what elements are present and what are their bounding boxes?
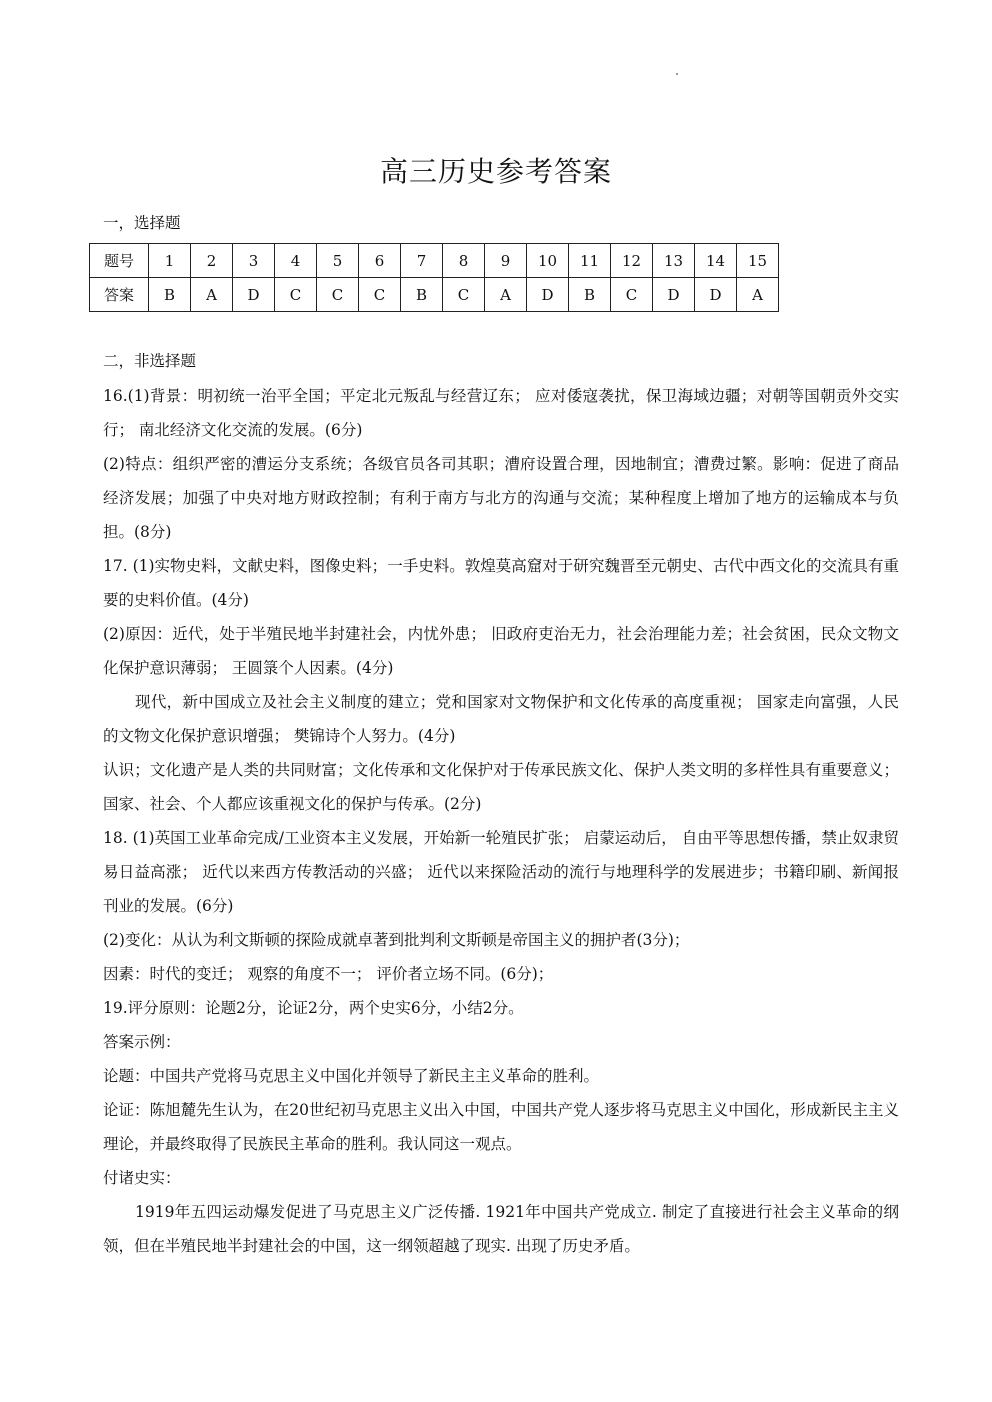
- answer-paragraph: 16.(1)背景：明初统一治平全国；平定北元叛乱与经营辽东； 应对倭寇袭扰，保卫海域边疆；对朝等国朝贡外交实行； 南北经济文化交流的发展。(6分): [103, 387, 899, 439]
- answer-paragraph: 认识；文化遗产是人类的共同财富；文化传承和文化保护对于传承民族文化、保护人类文明的多样性具有重要意义；国家、社会、个人都应该重视文化的保护与传承。(2分): [103, 761, 899, 813]
- question-number-cell: 3: [233, 244, 275, 278]
- question-number-cell: 5: [317, 244, 359, 278]
- answer-cell: C: [317, 278, 359, 312]
- question-number-cell: 13: [653, 244, 695, 278]
- question-number-cell: 12: [611, 244, 653, 278]
- answer-paragraph: 论证：陈旭麓先生认为，在20世纪初马克思主义出入中国，中国共产党人逐步将马克思主义中国化，形成新民主主义理论，并最终取得了民族民主革命的胜利。我认同这一观点。: [103, 1101, 899, 1153]
- answer-paragraph: 付诸史实：: [103, 1169, 181, 1187]
- answer-row: [90, 278, 779, 312]
- answer-header: 答案: [90, 278, 149, 312]
- question-number-row: [90, 244, 779, 278]
- answer-paragraph: 1919年五四运动爆发促进了马克思主义广泛传播. 1921年中国共产党成立. 制定了直接进行社会主义革命的纲领，但在半殖民地半封建社会的中国，这一纲领超越了现实. 出现了历史矛盾。: [103, 1203, 899, 1255]
- answer-paragraph: 现代，新中国成立及社会主义制度的建立；党和国家对文物保护和文化传承的高度重视； 国家走向富强，人民的文物文化保护意识增强； 樊锦诗个人努力。(4分): [103, 693, 899, 745]
- answer-cell: C: [443, 278, 485, 312]
- answer-paragraph: 因素：时代的变迁； 观察的角度不一； 评价者立场不同。(6分)；: [103, 965, 554, 983]
- answer-cell: A: [191, 278, 233, 312]
- section-nonchoice-label: 二，非选择题: [103, 352, 197, 370]
- question-number-cell: 14: [695, 244, 737, 278]
- question-number-cell: 7: [401, 244, 443, 278]
- answer-paragraph: 19.评分原则：论题2分，论证2分，两个史实6分，小结2分。: [103, 999, 524, 1017]
- page-title: 高三历史参考答案: [379, 155, 612, 188]
- answer-paragraph: (2)原因：近代，处于半殖民地半封建社会，内忧外患； 旧政府吏治无力，社会治理能力差；社会贫困，民众文物文化保护意识薄弱； 王圆箓个人因素。(4分): [103, 625, 899, 677]
- question-number-cell: 10: [527, 244, 569, 278]
- question-number-cell: 1: [149, 244, 191, 278]
- answer-paragraph: 18. (1)英国工业革命完成/工业资本主义发展，开始新一轮殖民扩张； 启蒙运动后， 自由平等思想传播，禁止奴隶贸易日益高涨； 近代以来西方传教活动的兴盛； 近代以来探险活动的流行与地理科学的发展进步；书籍印刷、新闻报刊业的发展。(6分): [103, 829, 899, 915]
- answer-cell: B: [401, 278, 443, 312]
- question-number-cell: 9: [485, 244, 527, 278]
- question-number-header: 题号: [90, 244, 149, 278]
- answer-cell: C: [359, 278, 401, 312]
- answer-cell: B: [149, 278, 191, 312]
- answer-cell: D: [695, 278, 737, 312]
- answer-paragraph: 17. (1)实物史料，文献史料，图像史料；一手史料。敦煌莫高窟对于研究魏晋至元朝史、古代中西文化的交流具有重要的史料价值。(4分): [103, 557, 899, 609]
- scan-speck: [676, 73, 678, 75]
- question-number-cell: 2: [191, 244, 233, 278]
- answer-cell: C: [275, 278, 317, 312]
- answer-paragraph: (2)变化：从认为利文斯顿的探险成就卓著到批判利文斯顿是帝国主义的拥护者(3分)；: [103, 931, 690, 949]
- answer-cell: B: [569, 278, 611, 312]
- answer-cell: D: [527, 278, 569, 312]
- answer-cell: A: [485, 278, 527, 312]
- question-number-cell: 6: [359, 244, 401, 278]
- answer-table: [89, 243, 779, 312]
- question-number-cell: 15: [737, 244, 779, 278]
- question-number-cell: 11: [569, 244, 611, 278]
- section-choice-label: 一，选择题: [103, 214, 181, 232]
- answer-body: [103, 379, 899, 1263]
- question-number-cell: 4: [275, 244, 317, 278]
- answer-cell: A: [737, 278, 779, 312]
- answer-cell: C: [611, 278, 653, 312]
- answer-paragraph: (2)特点：组织严密的漕运分支系统；各级官员各司其职；漕府设置合理，因地制宜；漕费过繁。影响：促进了商品经济发展；加强了中央对地方财政控制；有利于南方与北方的沟通与交流；某种程度上增加了地方的运输成本与负担。(8分): [103, 455, 899, 541]
- answer-paragraph: 论题：中国共产党将马克思主义中国化并领导了新民主主义革命的胜利。: [103, 1067, 600, 1085]
- answer-cell: D: [233, 278, 275, 312]
- answer-cell: D: [653, 278, 695, 312]
- question-number-cell: 8: [443, 244, 485, 278]
- answer-paragraph: 答案示例：: [103, 1033, 181, 1051]
